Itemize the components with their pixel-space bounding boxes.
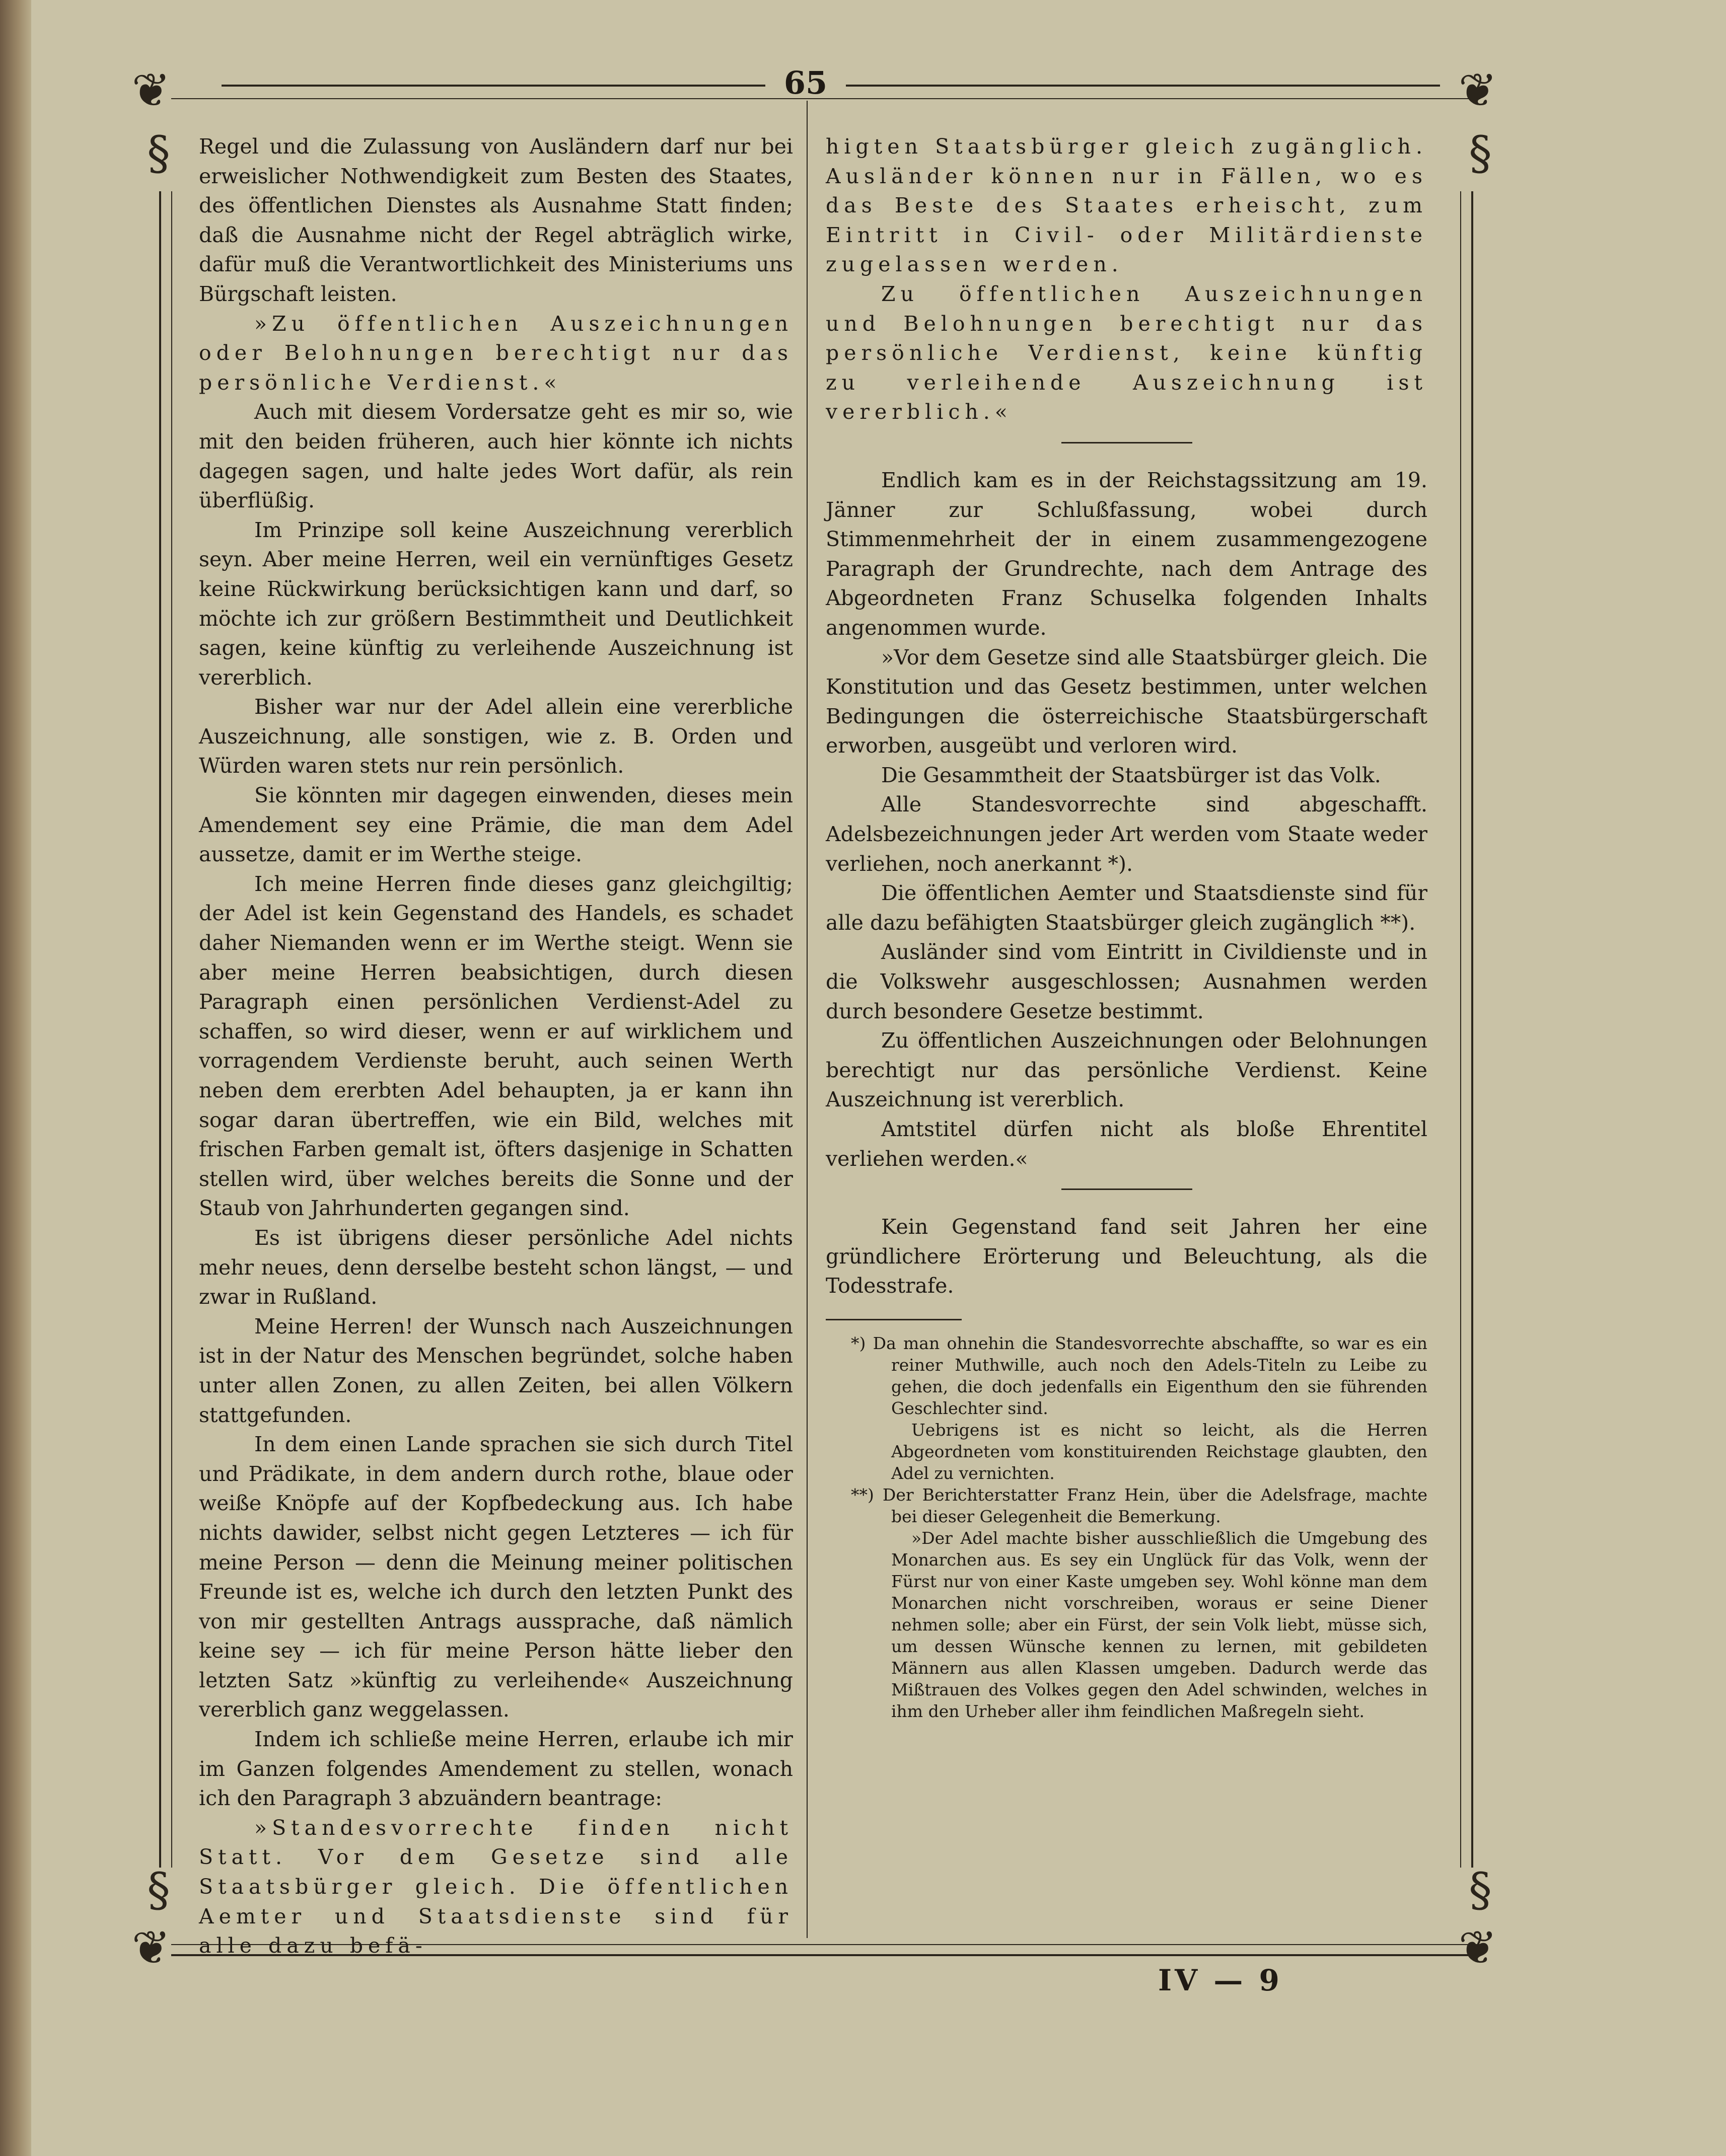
page-binding-edge bbox=[0, 0, 31, 2156]
scroll-ornament-icon: § bbox=[147, 1863, 170, 1917]
paragraph: Kein Gegenstand fand seit Jahren her eine gründlichere Erörterung und Beleuchtung, als die Todesstrafe. bbox=[826, 1215, 1427, 1298]
paragraph: Ich meine Herren finde dieses ganz gleichgiltig; der Adel ist kein Gegenstand des Handels, es schadet daher Niemanden wenn er im Werthe steigt. Wenn sie aber meine Herren beabsichtigen, durch diesen Paragraph einen persönlichen Verdienst-Adel zu schaffen, so wird dieser, wenn er auf wirklichem und vorragendem Verdienste beruht, auch seinen Werth neben dem ererbten Adel behaupten, ja er kann ihn sogar daran übertreffen, wie ein Bild, welches mit frischen Farben gemalt ist, öfters dasjenige in Schatten stellen wird, über welches bereits die Sonne und der Staub von Jahrhunderten gegangen sind. bbox=[199, 871, 793, 1221]
paragraph: Im Prinzipe soll keine Auszeichnung vererblich seyn. Aber meine Herren, weil ein vernünftiges Gesetz keine Rückwirkung berücksichtigen kann und darf, so möchte ich zur größern Bestimmtheit und Deutlichkeit sagen, keine künftig zu verleihende Auszeichnung ist vererblich. bbox=[199, 517, 793, 690]
quoted-paragraph: »Standesvorrechte finden nicht Statt. Vor dem Gesetze sind alle Staatsbürger gleich. Die öffentlichen Aemter und Staatsdienste sind für alle dazu befä- bbox=[199, 1815, 793, 1958]
ornament-icon: ❦ bbox=[1458, 1921, 1497, 1975]
paragraph: Es ist übrigens dieser persönliche Adel nichts mehr neues, denn derselbe besteht schon längst, — und zwar in Rußland. bbox=[199, 1225, 793, 1309]
scroll-ornament-icon: § bbox=[1469, 1863, 1492, 1917]
paragraph: »Vor dem Gesetze sind alle Staatsbürger gleich. Die Konstitution und das Gesetz bestimmen, unter welchen Bedingungen die österreichische Staatsbürgerschaft erworben, ausgeübt und verloren wird. bbox=[826, 645, 1427, 758]
paragraph: Auch mit diesem Vordersatze geht es mir so, wie mit den beiden früheren, auch hier könnte ich nichts dagegen sagen, und halte jedes Wort dafür, als rein überflüßig. bbox=[199, 400, 793, 513]
frame-top-right-rule bbox=[846, 85, 1440, 87]
scroll-ornament-icon: § bbox=[1469, 126, 1492, 180]
paragraph: Meine Herren! der Wunsch nach Auszeichnungen ist in der Natur des Menschen begründet, solche haben unter allen Zonen, zu allen Zeiten, bei allen Völkern stattgefunden. bbox=[199, 1314, 793, 1427]
frame-top-left-rule bbox=[222, 85, 765, 87]
paragraph: Amtstitel dürfen nicht als bloße Ehrentitel verliehen werden.« bbox=[826, 1117, 1427, 1171]
ornament-icon: ❦ bbox=[1458, 63, 1497, 117]
page-number: 65 bbox=[783, 64, 828, 101]
section-separator bbox=[1061, 442, 1192, 443]
footnote-continuation: Uebrigens ist es nicht so leicht, als die Herren Abgeordneten vom konstituirenden Reichstage glaubten, den Adel zu vernichten. bbox=[891, 1420, 1427, 1483]
paragraph: Ausländer sind vom Eintritt in Civildienste und in die Volkswehr ausgeschlossen; Ausnahmen werden durch besondere Gesetze bestimmt. bbox=[826, 940, 1427, 1023]
paragraph: Regel und die Zulassung von Ausländern darf nur bei erweislicher Nothwendigkeit zum Besten des Staates, des öffentlichen Dienstes als Ausnahme Statt finden; daß die Ausnahme nicht der Regel abträglich wirke, dafür muß die Verantwortlichkeit des Ministeriums uns Bürgschaft leisten. bbox=[199, 134, 793, 306]
right-column bbox=[826, 132, 1427, 1722]
footnote: *) Da man ohnehin die Standesvorrechte abschaffte, so war es ein reiner Muthwille, auch noch den Adels-Titeln zu Leibe zu gehen, die doch jedenfalls ein Eigenthum den sie führenden Geschlechter sind. bbox=[851, 1333, 1427, 1418]
paragraph: Bisher war nur der Adel allein eine vererbliche Auszeichnung, alle sonstigen, wie z. B. Orden und Würden waren stets nur rein persönlich. bbox=[199, 695, 793, 778]
quoted-paragraph: Zu öffentlichen Auszeichnungen und Belohnungen berechtigt nur das persönliche Verdienst, keine künftig zu verleihende Auszeichnung ist vererblich.« bbox=[826, 281, 1427, 424]
paragraph: Sie könnten mir dagegen einwenden, dieses mein Amendement sey eine Prämie, die man dem Adel aussetze, damit er im Werthe steige. bbox=[199, 783, 793, 867]
scroll-ornament-icon: § bbox=[147, 126, 170, 180]
paragraph: In dem einen Lande sprachen sie sich durch Titel und Prädikate, in dem andern durch rothe, blaue oder weiße Knöpfe auf der Kopfbedeckung aus. Ich habe nichts dawider, selbst nicht gegen Letzteres — ich für meine Person — denn die Meinung meiner politischen Freunde ist es, welche ich durch den letzten Punkt des von mir gestellten Antrags aussprache, daß nämlich keine sey — ich für meine Person hätte lieber den letzten Satz »künftig zu verleihende« Auszeichnung vererblich ganz weggelassen. bbox=[199, 1432, 793, 1722]
paragraph: Zu öffentlichen Auszeichnungen oder Belohnungen berechtigt nur das persönliche Verdienst. Keine Auszeichnung ist vererblich. bbox=[826, 1028, 1427, 1112]
paragraph: Indem ich schließe meine Herren, erlaube ich mir im Ganzen folgendes Amendement zu stellen, wonach ich den Paragraph 3 abzuändern beantrage: bbox=[199, 1727, 793, 1811]
frame-right-inner-rule bbox=[1460, 191, 1461, 1868]
footnote-continuation: »Der Adel machte bisher ausschließlich die Umgebung des Monarchen aus. Es sey ein Unglück für das Volk, wenn der Fürst nur von einer Kaste umgeben sey. Wohl könne man dem Monarchen nicht vorschreiben, woraus er seine Diener nehmen solle; aber ein Fürst, der sein Volk liebt, müsse sich, um dessen Wünsche kennen zu lernen, mit gebildeten Männern aus allen Klassen umgeben. Dadurch werde das Mißtrauen des Volkes gegen den Adel schwinden, welches in ihm den Urheber aller ihm feindlichen Maßregeln sieht. bbox=[891, 1528, 1427, 1721]
footnote-rule bbox=[826, 1319, 962, 1320]
quoted-paragraph: »Zu öffentlichen Auszeichnungen oder Belohnungen berechtigt nur das persönliche Verdienst.« bbox=[199, 311, 793, 395]
ornament-icon: ❦ bbox=[131, 1921, 171, 1975]
ornament-icon: ❦ bbox=[131, 63, 171, 117]
signature-mark: IV — 9 bbox=[1158, 1963, 1282, 1997]
section-separator bbox=[1061, 1188, 1192, 1190]
footnote: **) Der Berichterstatter Franz Hein, über die Adelsfrage, machte bei dieser Gelegenheit die Bemerkung. bbox=[851, 1484, 1427, 1526]
frame-left-inner-rule bbox=[171, 191, 172, 1868]
frame-left-rule bbox=[159, 191, 161, 1868]
footnotes bbox=[826, 1332, 1427, 1722]
paragraph: Die öffentlichen Aemter und Staatsdienste sind für alle dazu befähigten Staatsbürger gleich zugänglich **). bbox=[826, 881, 1427, 935]
paragraph: Alle Standesvorrechte sind abgeschafft. Adelsbezeichnungen jeder Art werden vom Staate weder verliehen, noch anerkannt *). bbox=[826, 792, 1427, 876]
quoted-paragraph: higten Staatsbürger gleich zugänglich. Ausländer können nur in Fällen, wo es das Beste des Staates erheischt, zum Eintritt in Civil- oder Militärdienste zugelassen werden. bbox=[826, 134, 1427, 277]
column-divider-rule bbox=[807, 101, 808, 1938]
left-column bbox=[199, 132, 793, 1961]
paragraph: Endlich kam es in der Reichstagssitzung am 19. Jänner zur Schlußfassung, wobei durch Stimmenmehrheit der in einem zusammengezogene Paragraph der Grundrechte, nach dem Antrage des Abgeordneten Franz Schuselka folgenden Inhalts angenommen wurde. bbox=[826, 468, 1427, 640]
frame-right-rule bbox=[1471, 191, 1473, 1868]
paragraph: Die Gesammtheit der Staatsbürger ist das Volk. bbox=[881, 763, 1381, 787]
